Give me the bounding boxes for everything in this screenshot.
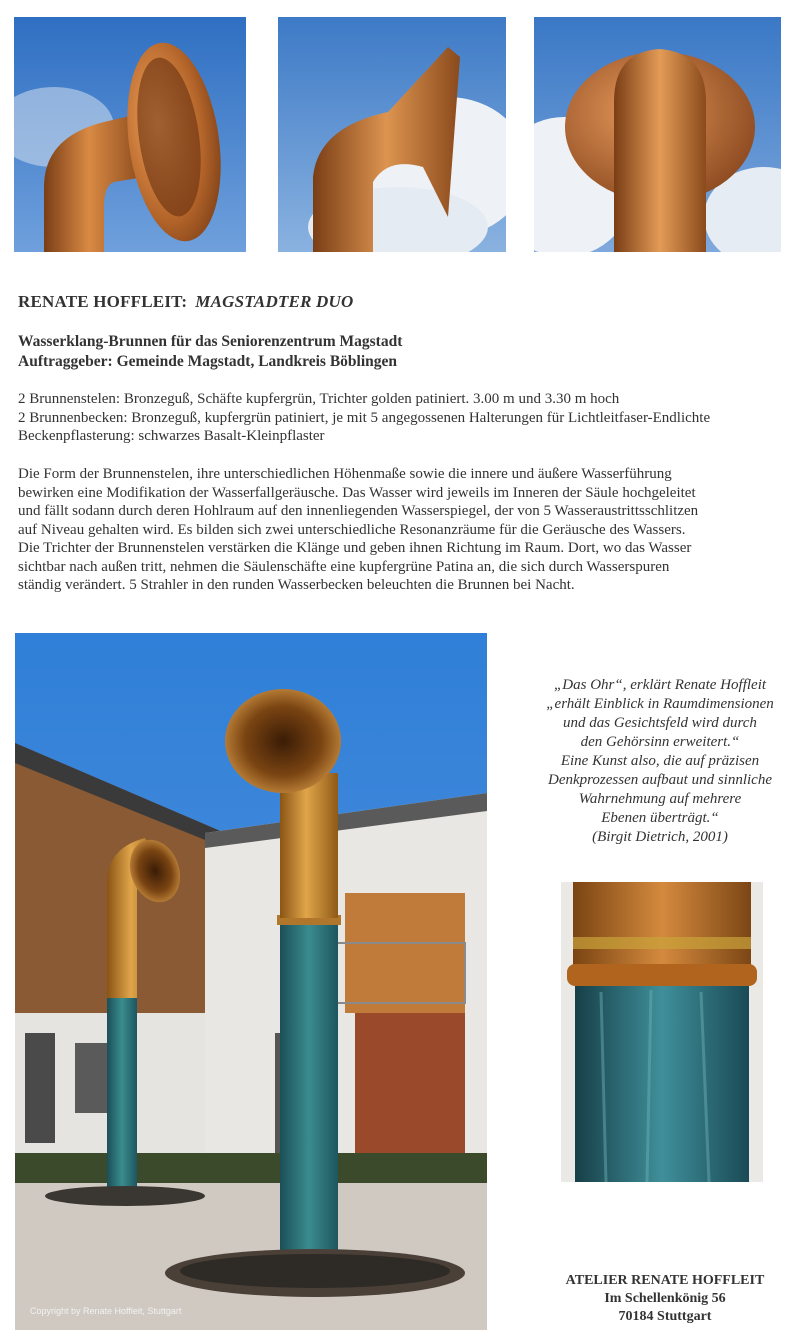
fountain-installation-photo: [15, 633, 487, 1330]
atelier-name: ATELIER RENATE HOFFLEIT: [565, 1273, 765, 1288]
description-line: und fällt sodann durch deren Hohlraum auf den innenliegenden Wasserspiegel, der von 5 Wasseraustrittsschlitzen: [18, 503, 699, 519]
critic-quote: [520, 676, 800, 847]
sculpture-photo-funnel-side: [14, 17, 246, 252]
description-line: ständig verändert. 5 Strahler in den runden Wasserbecken beleuchten die Brunnen bei Nacht.: [18, 577, 575, 593]
quote-line: und das Gesichtsfeld wird durch: [563, 715, 757, 731]
sculpture-photo-funnel-back: [534, 17, 781, 252]
quote-line: „Das Ohr“, erklärt Renate Hoffleit: [553, 677, 767, 693]
quote-line: Eine Kunst also, die auf präzisen: [560, 753, 760, 769]
description-line: bewirken eine Modifikation der Wasserfallgeräusche. Das Wasser wird jeweils im Inneren der Säule hochgeleitet: [18, 484, 696, 501]
atelier-address: [540, 1272, 790, 1326]
quote-line: Ebenen überträgt.“: [601, 810, 719, 826]
column-detail-photo: [561, 882, 763, 1182]
quote-line: Denkprozessen aufbaut und sinnliche: [548, 772, 772, 788]
description: [18, 465, 794, 595]
sculpture-photo-funnel-profile: [278, 17, 506, 252]
description-line: Die Trichter der Brunnenstelen verstärken die Klänge und geben ihnen Richtung im Raum. Dort, wo das Wasser: [18, 540, 692, 556]
quote-line: Wahrnehmung auf mehrere: [578, 791, 742, 807]
client-line: Auftraggeber: Gemeinde Magstadt, Landkreis Böblingen: [18, 353, 398, 370]
quote-line: (Birgit Dietrich, 2001): [592, 829, 728, 845]
spec-line: Beckenpflasterung: schwarzes Basalt-Kleinpflaster: [18, 428, 325, 444]
spec-line: 2 Brunnenbecken: Bronzeguß, kupfergrün patiniert, je mit 5 angegossenen Halterungen für Lichtleitfaser-Endlichte: [18, 409, 711, 426]
project-heading: [18, 332, 402, 372]
atelier-city: 70184 Stuttgart: [618, 1309, 712, 1324]
quote-line: „erhält Einblick in Raumdimensionen: [546, 696, 774, 712]
specifications: [18, 390, 710, 446]
description-line: sichtbar nach außen tritt, nehmen die Säulenschäfte eine kupfergrüne Patina an, die sich durch Wasserspuren: [18, 558, 670, 575]
copyright-note: Copyright by Renate Hoffleit, Stuttgart: [30, 1306, 182, 1316]
spec-line: 2 Brunnenstelen: Bronzeguß, Schäfte kupfergrün, Trichter golden patiniert. 3.00 m und 3.30 m hoch: [18, 391, 620, 407]
work-title: MAGSTADTER DUO: [195, 292, 354, 311]
project-line: Wasserklang-Brunnen für das Seniorenzentrum Magstadt: [18, 333, 403, 350]
description-line: auf Niveau gehalten wird. Es bilden sich zwei unterschiedliche Resonanzräume für die Geräusche des Wassers.: [18, 521, 686, 538]
atelier-street: Im Schellenkönig 56: [604, 1291, 726, 1306]
quote-line: den Gehörsinn erweitert.“: [580, 734, 740, 750]
description-line: Die Form der Brunnenstelen, ihre unterschiedlichen Höhenmaße sowie die innere und äußere Wasserführung: [18, 466, 672, 482]
page-title: [18, 292, 354, 312]
artist-name: RENATE HOFFLEIT:: [18, 292, 188, 311]
